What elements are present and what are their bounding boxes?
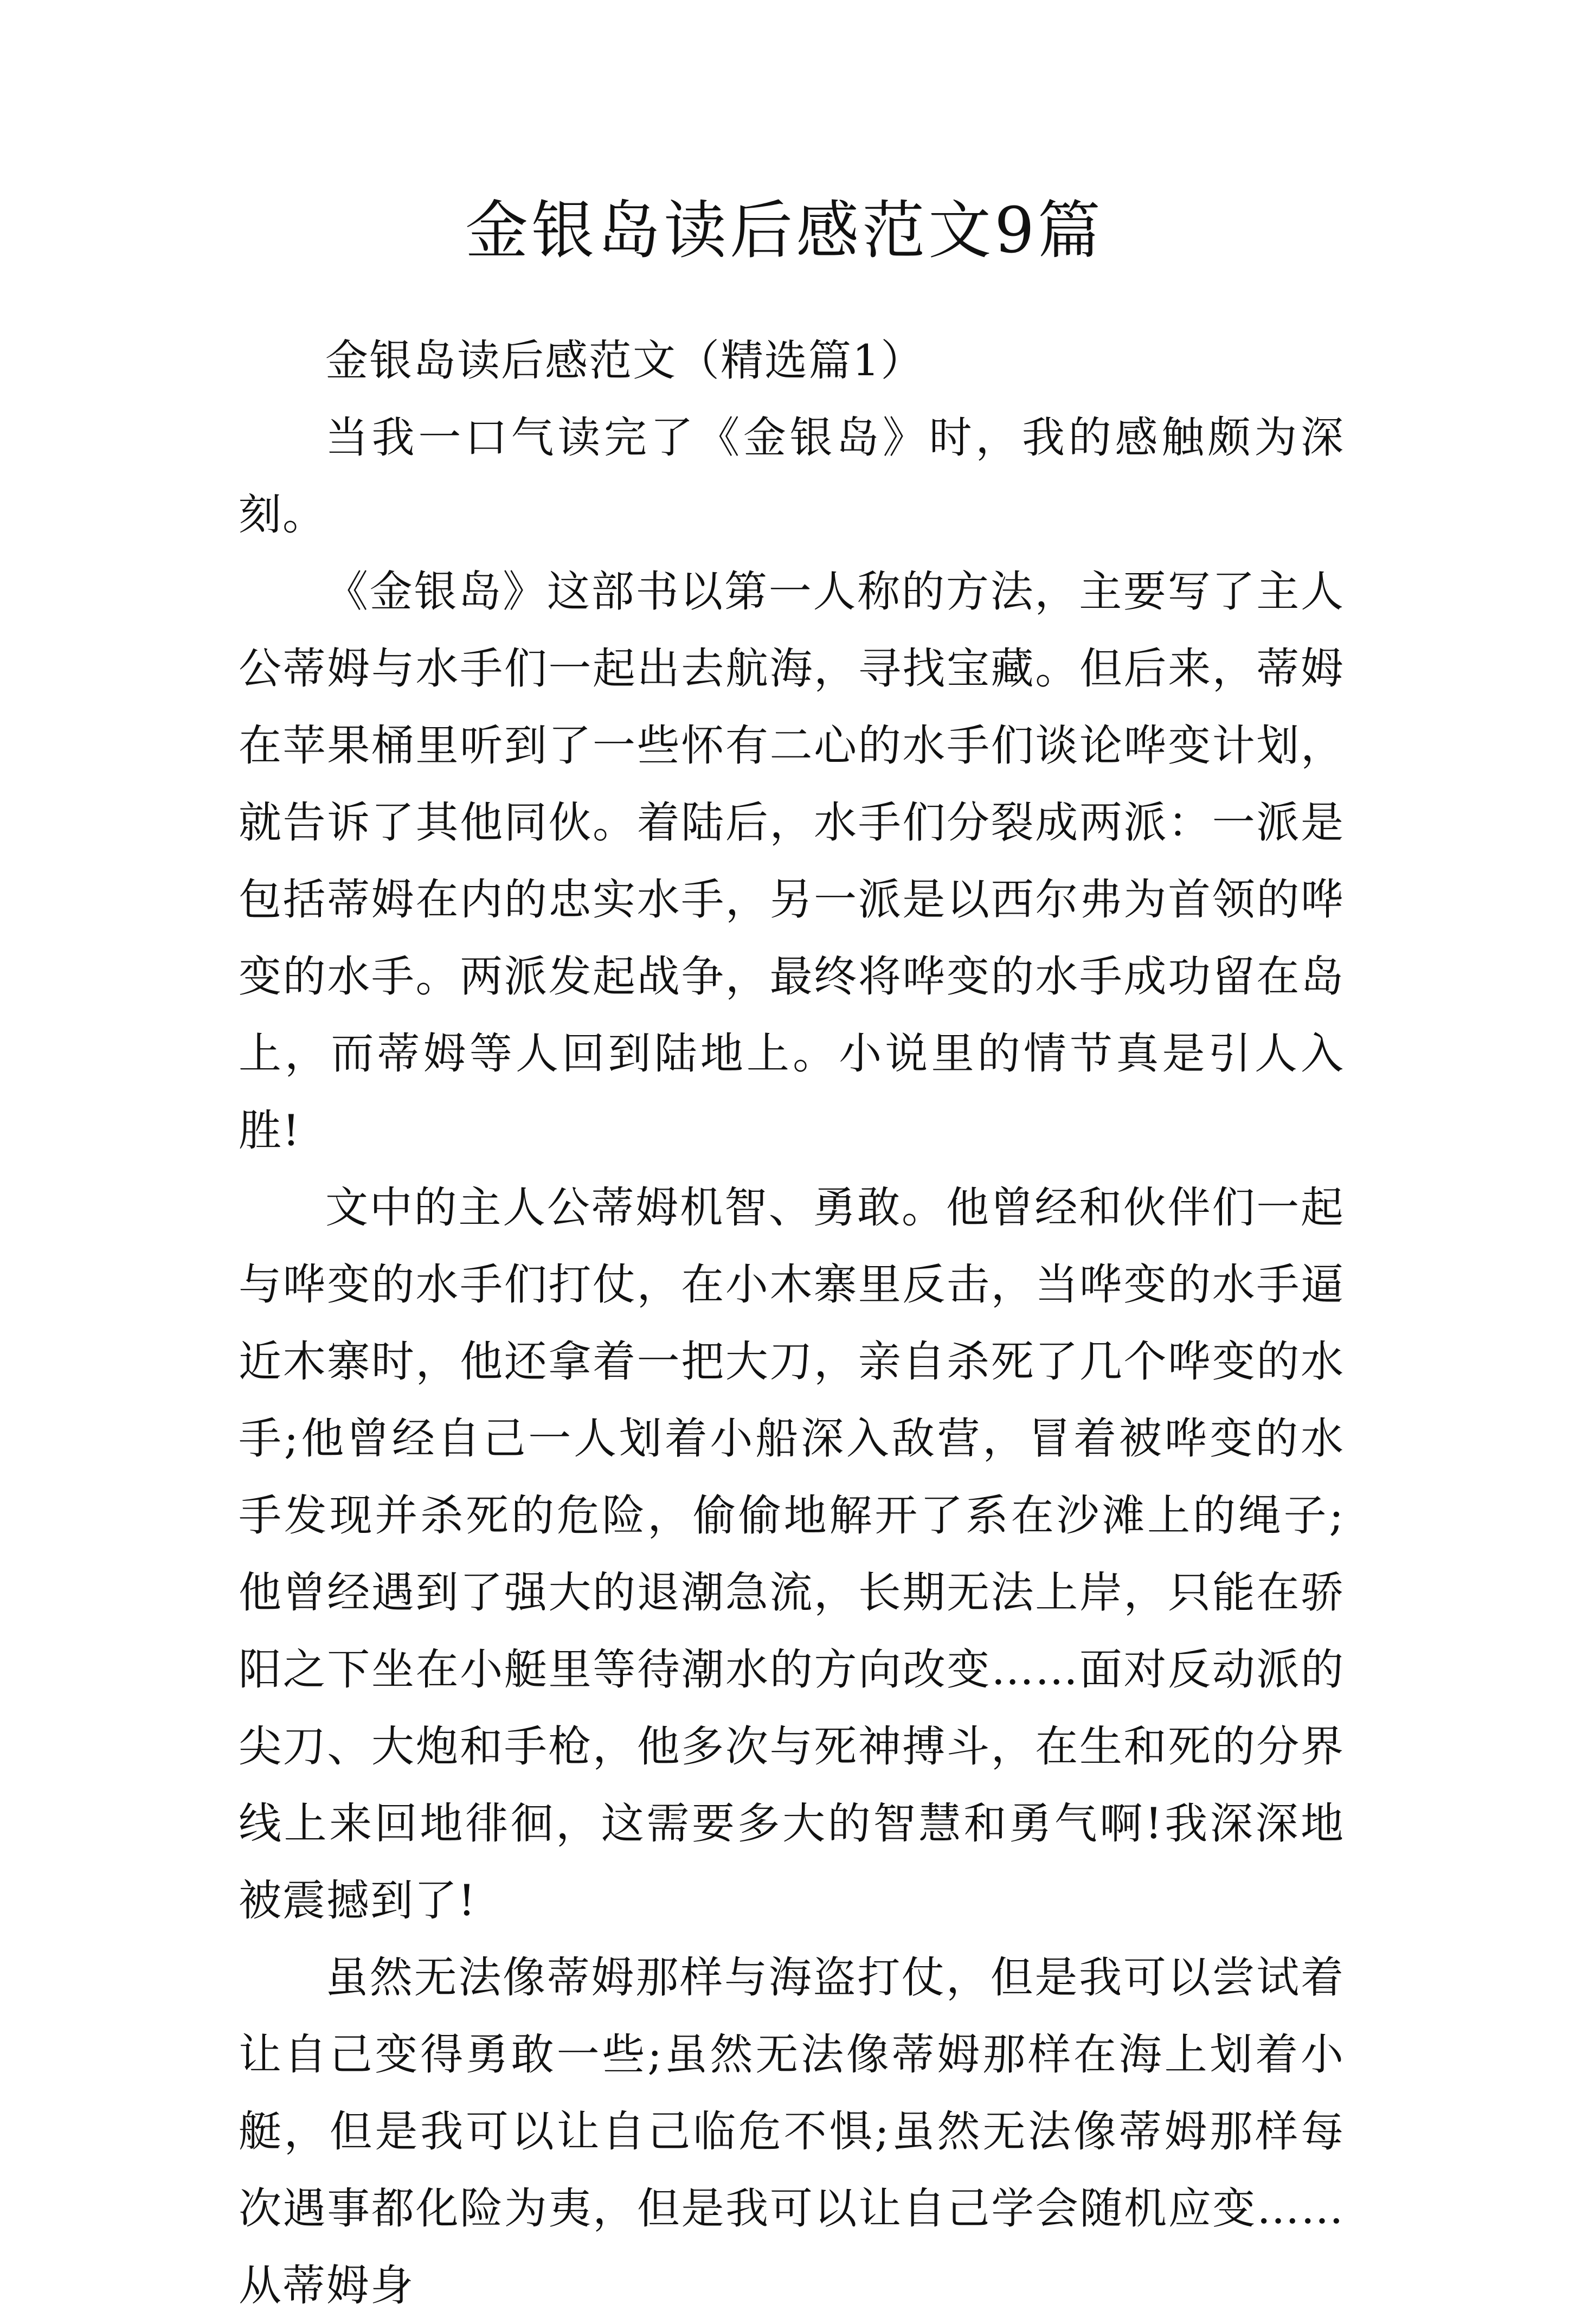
paragraph: 文中的主人公蒂姆机智、勇敢。他曾经和伙伴们一起与哗变的水手们打仗，在小木寨里反击，当哗变的水手逼近木寨时，他还拿着一把大刀，亲自杀死了几个哗变的水手;他曾经自己一人划着小船深入敌营，冒着被哗变的水手发现并杀死的危险，偷偷地解开了系在沙滩上的绳子;他曾经遇到了强大的退潮急流，长期无法上岸，只能在骄阳之下坐在小艇里等待潮水的方向改变……面对反动派的尖刀、大炮和手枪，他多次与死神搏斗，在生和死的分界线上来回地徘徊，这需要多大的智慧和勇气啊!我深深地被震撼到了! bbox=[239, 1183, 1345, 1925]
paragraph: 《金银岛》这部书以第一人称的方法，主要写了主人公蒂姆与水手们一起出去航海，寻找宝藏。但后来，蒂姆在苹果桶里听到了一些怀有二心的水手们谈论哗变计划，就告诉了其他同伙。着陆后，水手们分裂成两派：一派是包括蒂姆在内的忠实水手，另一派是以西尔弗为首领的哗变的水手。两派发起战争，最终将哗变的水手成功留在岛上，而蒂姆等人回到陆地上。小说里的情节真是引人入胜! bbox=[239, 567, 1345, 1155]
document-title: 金银岛读后感范文9篇 bbox=[465, 194, 1104, 267]
document-body bbox=[239, 322, 1345, 2324]
paragraph: 当我一口气读完了《金银岛》时，我的感触颇为深刻。 bbox=[239, 413, 1345, 540]
paragraph: 虽然无法像蒂姆那样与海盗打仗，但是我可以尝试着让自己变得勇敢一些;虽然无法像蒂姆那样在海上划着小艇，但是我可以让自己临危不惧;虽然无法像蒂姆那样每次遇事都化险为夷，但是我可以让自己学会随机应变……从蒂姆身 bbox=[239, 1953, 1345, 2310]
paragraph-heading: 金银岛读后感范文（精选篇1） bbox=[325, 336, 925, 386]
